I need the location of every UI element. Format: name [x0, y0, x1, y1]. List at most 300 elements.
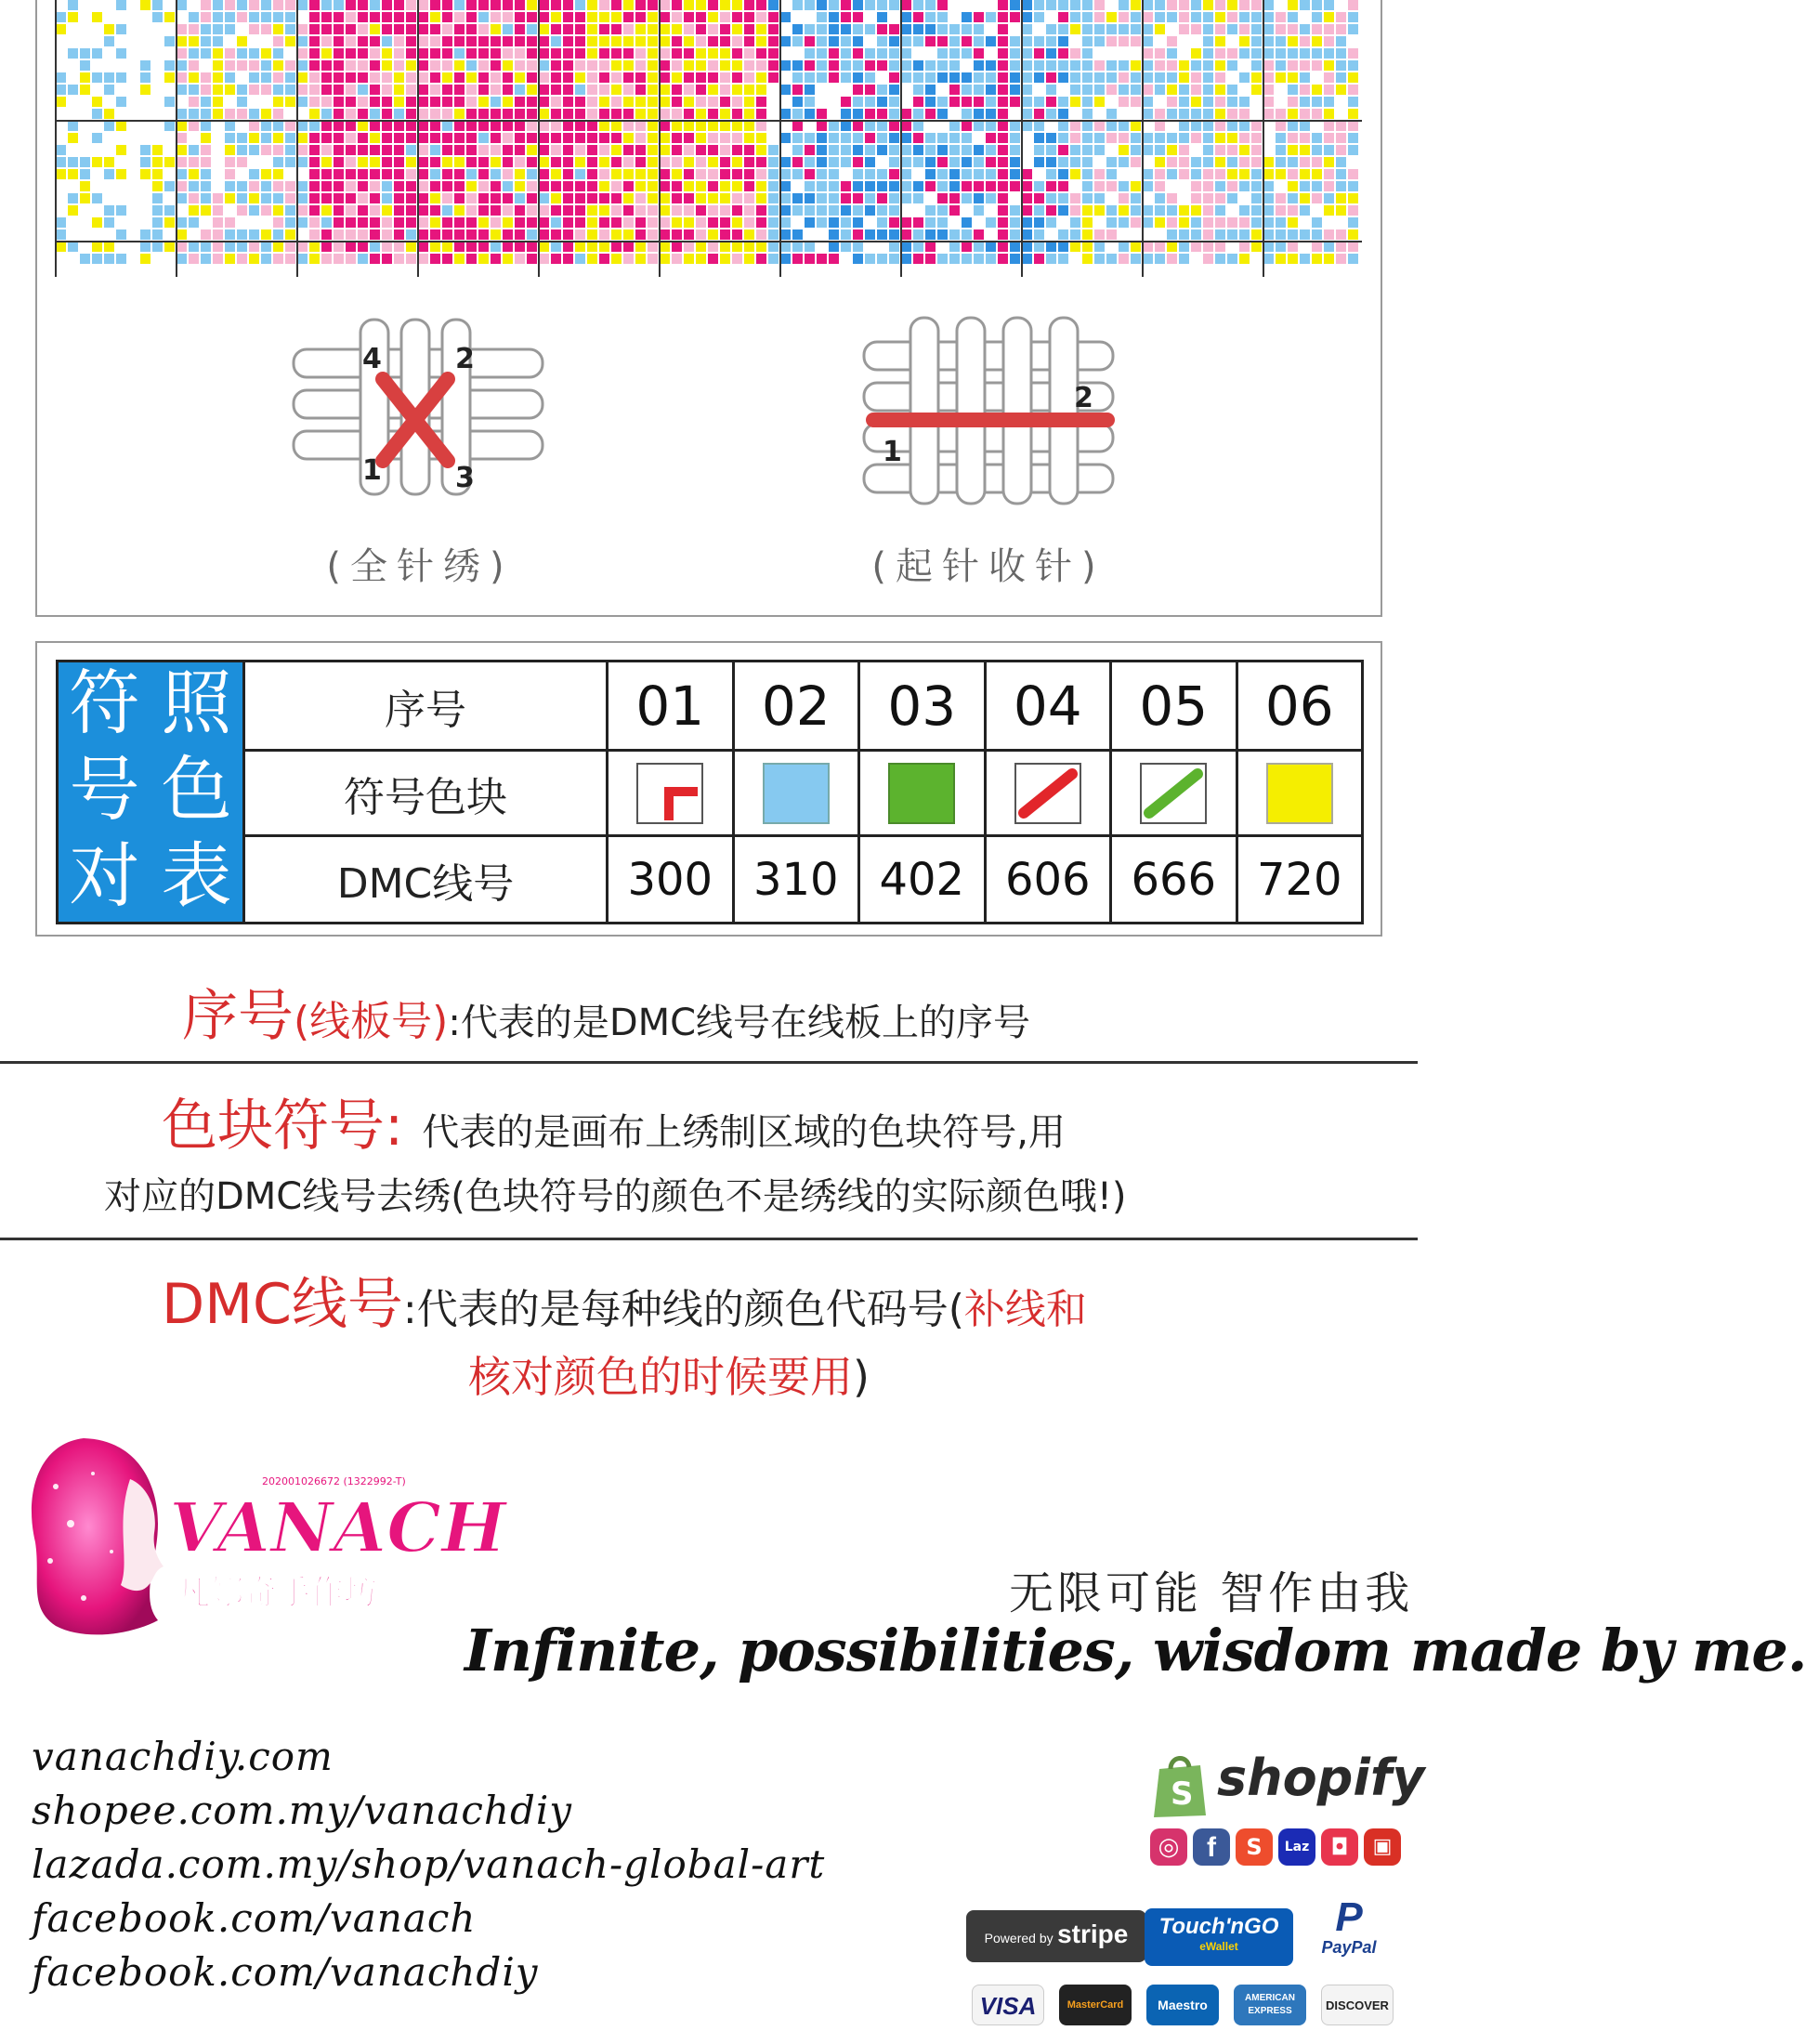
pattern-cell: [599, 60, 609, 71]
pattern-cell: [1227, 217, 1237, 228]
pattern-cell: [829, 217, 839, 228]
pattern-cell: [901, 205, 911, 216]
pattern-cell: [177, 109, 187, 119]
pattern-cell: [1251, 229, 1262, 240]
pattern-cell: [249, 254, 259, 264]
pattern-cell: [708, 169, 718, 179]
symbol-term: 色块符号:: [162, 1094, 404, 1159]
pattern-cell: [1058, 60, 1068, 71]
pattern-cell: [841, 229, 851, 240]
pattern-cell: [346, 181, 356, 191]
pattern-cell: [346, 72, 356, 83]
pattern-cell: [261, 121, 271, 131]
pattern-cell: [1263, 36, 1274, 46]
pattern-cell: [672, 97, 682, 107]
pattern-cell: [817, 60, 827, 71]
pattern-cell: [913, 48, 923, 59]
pattern-cell: [1046, 169, 1056, 179]
pattern-cell: [720, 217, 730, 228]
touchngo-badge: [1145, 1908, 1293, 1966]
pattern-cell: [1058, 169, 1068, 179]
pattern-cell: [68, 229, 78, 240]
pattern-cell: [1058, 12, 1068, 22]
pattern-cell: [213, 133, 223, 143]
pattern-cell: [382, 109, 392, 119]
pattern-cell: [334, 193, 344, 203]
link-facebook-vanach[interactable]: facebook.com/vanach: [32, 1895, 477, 1941]
pattern-cell: [1288, 60, 1298, 71]
pattern-cell: [1300, 205, 1310, 216]
paypal-icon: P: [1335, 1894, 1363, 1940]
pattern-cell: [491, 181, 501, 191]
pattern-cell: [648, 24, 658, 34]
pattern-cell: [1022, 24, 1032, 34]
pattern-cell: [1276, 0, 1286, 10]
pattern-cell: [1348, 242, 1358, 252]
pattern-cell: [321, 242, 332, 252]
pattern-cell: [817, 254, 827, 264]
pattern-cell: [877, 157, 887, 167]
pattern-cell: [708, 242, 718, 252]
pattern-cell: [1034, 145, 1044, 155]
pattern-cell: [406, 205, 416, 216]
pattern-cell: [466, 48, 477, 59]
pattern-cell: [684, 0, 694, 10]
pattern-cell: [237, 24, 247, 34]
pattern-cell: [817, 169, 827, 179]
pattern-cell: [237, 36, 247, 46]
pattern-cell: [177, 121, 187, 131]
pattern-cell: [792, 24, 803, 34]
pattern-cell: [442, 229, 452, 240]
pattern-cell: [140, 157, 150, 167]
pattern-cell: [430, 229, 440, 240]
pattern-cell: [394, 0, 404, 10]
pattern-cell: [913, 0, 923, 10]
pattern-cell: [152, 24, 163, 34]
pattern-cell: [442, 97, 452, 107]
pattern-cell: [1276, 133, 1286, 143]
pattern-cell: [454, 242, 465, 252]
pattern-cell: [1155, 85, 1165, 95]
pattern-cell: [1191, 121, 1201, 131]
pattern-cell: [297, 36, 308, 46]
pattern-cell: [1179, 109, 1189, 119]
pattern-cell: [841, 133, 851, 143]
pattern-cell: [1300, 217, 1310, 228]
facebook-icon[interactable]: f: [1193, 1828, 1230, 1866]
pattern-cell: [491, 145, 501, 155]
pattern-cell: [1324, 97, 1334, 107]
pattern-cell: [587, 121, 597, 131]
pattern-cell: [491, 169, 501, 179]
pattern-cell: [346, 36, 356, 46]
pattern-cell: [575, 169, 585, 179]
pattern-cell: [720, 72, 730, 83]
pattern-cell: [684, 229, 694, 240]
pattern-cell: [937, 229, 948, 240]
pattern-cell: [309, 85, 320, 95]
pattern-cell: [515, 217, 525, 228]
pattern-cell: [708, 254, 718, 264]
pattern-cell: [587, 0, 597, 10]
pattern-cell: [503, 109, 513, 119]
pattern-cell: [1179, 133, 1189, 143]
pattern-cell: [225, 229, 235, 240]
pattern-cell: [273, 157, 283, 167]
pattern-cell: [732, 145, 742, 155]
pattern-cell: [841, 60, 851, 71]
pattern-cell: [611, 12, 622, 22]
pattern-cell: [237, 145, 247, 155]
pattern-cell: [732, 85, 742, 95]
pattern-cell: [478, 60, 489, 71]
pattern-cell: [1191, 12, 1201, 22]
pattern-cell: [805, 60, 815, 71]
pattern-cell: [853, 181, 863, 191]
pattern-cell: [164, 205, 175, 216]
pattern-cell: [152, 133, 163, 143]
pattern-cell: [937, 12, 948, 22]
pattern-cell: [478, 85, 489, 95]
dmc-close: ): [853, 1352, 870, 1402]
pattern-cell: [1179, 193, 1189, 203]
pattern-cell: [599, 254, 609, 264]
pattern-cell: [744, 85, 754, 95]
pattern-cell: [587, 12, 597, 22]
pattern-cell: [635, 12, 646, 22]
pattern-cell: [1336, 145, 1346, 155]
pattern-cell: [430, 121, 440, 131]
pattern-cell: [68, 169, 78, 179]
pattern-cell: [1239, 181, 1250, 191]
pattern-cell: [249, 157, 259, 167]
pattern-cell: [1094, 60, 1105, 71]
pattern-cell: [539, 181, 549, 191]
pattern-cell: [853, 72, 863, 83]
instagram-icon[interactable]: ◎: [1150, 1828, 1187, 1866]
pattern-cell: [1263, 97, 1274, 107]
pattern-cell: [599, 97, 609, 107]
pattern-cell: [635, 217, 646, 228]
pattern-cell: [1276, 60, 1286, 71]
pattern-cell: [962, 85, 972, 95]
pattern-cell: [611, 36, 622, 46]
pattern-cell: [949, 181, 960, 191]
pattern-cell: [1276, 254, 1286, 264]
pattern-cell: [563, 242, 573, 252]
pattern-cell: [925, 145, 936, 155]
pattern-cell: [1119, 48, 1129, 59]
pattern-cell: [80, 12, 90, 22]
pattern-cell: [1300, 133, 1310, 143]
pattern-cell: [1034, 205, 1044, 216]
pattern-cell: [1010, 48, 1020, 59]
pattern-cell: [829, 97, 839, 107]
pattern-cell: [623, 12, 634, 22]
pattern-cell: [1239, 217, 1250, 228]
pattern-cell: [1167, 48, 1177, 59]
pattern-cell: [708, 36, 718, 46]
pattern-cell: [285, 0, 295, 10]
pattern-cell: [937, 145, 948, 155]
pattern-cell: [334, 48, 344, 59]
pattern-cell: [1348, 157, 1358, 167]
pattern-cell: [527, 12, 537, 22]
pattern-cell: [684, 193, 694, 203]
pattern-cell: [1155, 254, 1165, 264]
pattern-cell: [756, 12, 766, 22]
pattern-cell: [841, 72, 851, 83]
pattern-cell: [684, 205, 694, 216]
pattern-cell: [321, 205, 332, 216]
pattern-cell: [587, 85, 597, 95]
pattern-cell: [478, 121, 489, 131]
pattern-cell: [1143, 24, 1153, 34]
pattern-cell: [442, 72, 452, 83]
pattern-cell: [913, 205, 923, 216]
pattern-cell: [418, 85, 428, 95]
pattern-cell: [1215, 85, 1225, 95]
pattern-cell: [297, 85, 308, 95]
pattern-cell: [140, 242, 150, 252]
pattern-cell: [491, 48, 501, 59]
red-corner-symbol: [636, 763, 703, 824]
pattern-cell: [780, 205, 791, 216]
pattern-cell: [515, 12, 525, 22]
pattern-cell: [1082, 169, 1093, 179]
visa-badge: VISA: [972, 1985, 1044, 2025]
pattern-cell: [732, 193, 742, 203]
pattern-cell: [1251, 181, 1262, 191]
pattern-cell: [68, 157, 78, 167]
pattern-cell: [841, 242, 851, 252]
pattern-cell: [792, 36, 803, 46]
row-label-dmc: DMC线号: [244, 836, 608, 924]
pattern-cell: [418, 72, 428, 83]
pattern-cell: [1119, 121, 1129, 131]
pattern-cell: [744, 205, 754, 216]
shopee-icon[interactable]: S: [1236, 1828, 1273, 1866]
pattern-cell: [962, 12, 972, 22]
pattern-cell: [635, 242, 646, 252]
pattern-cell: [853, 145, 863, 155]
pattern-cell: [1251, 157, 1262, 167]
pattern-cell: [901, 109, 911, 119]
pattern-cell: [92, 254, 102, 264]
pattern-cell: [382, 145, 392, 155]
pattern-cell: [1276, 181, 1286, 191]
pattern-cell: [1276, 72, 1286, 83]
pattern-cell: [1155, 48, 1165, 59]
pattern-cell: [1215, 242, 1225, 252]
pattern-cell: [1022, 242, 1032, 252]
pattern-cell: [56, 36, 66, 46]
pattern-cell: [1143, 72, 1153, 83]
divider: [0, 1238, 1418, 1240]
pattern-cell: [817, 121, 827, 131]
pattern-cell: [177, 193, 187, 203]
pattern-cell: [575, 205, 585, 216]
link-lazada[interactable]: lazada.com.my/shop/vanach-global-art: [32, 1841, 826, 1887]
pattern-cell: [1263, 72, 1274, 83]
pattern-cell: [466, 254, 477, 264]
pattern-cell: [925, 24, 936, 34]
pattern-cell: [1203, 121, 1213, 131]
pattern-cell: [1263, 133, 1274, 143]
pattern-cell: [128, 24, 138, 34]
pattern-cell: [756, 133, 766, 143]
pattern-cell: [1119, 205, 1129, 216]
pattern-cell: [478, 157, 489, 167]
pattern-cell: [563, 0, 573, 10]
pattern-cell: [805, 181, 815, 191]
pattern-cell: [1106, 121, 1117, 131]
pattern-cell: [1263, 121, 1274, 131]
pattern-cell: [104, 133, 114, 143]
pattern-cell: [358, 145, 368, 155]
pattern-cell: [780, 0, 791, 10]
pattern-cell: [128, 0, 138, 10]
link-website[interactable]: vanachdiy.com: [32, 1734, 334, 1779]
pattern-cell: [249, 133, 259, 143]
pattern-cell: [611, 0, 622, 10]
pattern-cell: [829, 229, 839, 240]
pattern-cell: [744, 12, 754, 22]
pattern-cell: [321, 85, 332, 95]
pattern-cell: [1058, 242, 1068, 252]
pattern-cell: [1034, 181, 1044, 191]
pattern-cell: [1179, 72, 1189, 83]
stitch-number-1: 1: [362, 454, 382, 487]
link-shopee[interactable]: shopee.com.my/vanachdiy: [32, 1788, 573, 1833]
pattern-cell: [213, 0, 223, 10]
pattern-cell: [1203, 169, 1213, 179]
pattern-cell: [225, 193, 235, 203]
pattern-cell: [708, 85, 718, 95]
pattern-cell: [648, 157, 658, 167]
pattern-cell: [92, 0, 102, 10]
pattern-cell: [563, 181, 573, 191]
pattern-cell: [201, 60, 211, 71]
pattern-cell: [1022, 0, 1032, 10]
pattern-cell: [394, 193, 404, 203]
pattern-cell: [805, 133, 815, 143]
pattern-cell: [1034, 133, 1044, 143]
pattern-cell: [1058, 85, 1068, 95]
pattern-cell: [213, 181, 223, 191]
pattern-cell: [104, 48, 114, 59]
pattern-cell: [321, 229, 332, 240]
pattern-cell: [1106, 217, 1117, 228]
pattern-cell: [962, 121, 972, 131]
pattern-cell: [1263, 193, 1274, 203]
pattern-cell: [321, 217, 332, 228]
pattern-cell: [1070, 24, 1080, 34]
pattern-cell: [297, 181, 308, 191]
pattern-cell: [370, 254, 380, 264]
pattern-cell: [768, 254, 779, 264]
pattern-cell: [382, 97, 392, 107]
pattern-cell: [1155, 60, 1165, 71]
store-icon[interactable]: ▣: [1364, 1828, 1401, 1866]
pattern-cell: [635, 254, 646, 264]
pattern-cell: [1300, 36, 1310, 46]
pattern-cell: [56, 97, 66, 107]
pattern-cell: [925, 229, 936, 240]
link-facebook-vanachdiy[interactable]: facebook.com/vanachdiy: [32, 1949, 539, 1995]
pattern-cell: [297, 60, 308, 71]
pattern-cell: [285, 36, 295, 46]
pattern-cell: [370, 0, 380, 10]
pattern-cell: [1070, 217, 1080, 228]
pattern-cell: [792, 121, 803, 131]
pattern-cell: [853, 12, 863, 22]
pattern-cell: [1119, 85, 1129, 95]
pattern-cell: [1034, 121, 1044, 131]
pattern-cell: [177, 97, 187, 107]
pattern-cell: [913, 217, 923, 228]
pattern-cell: [1348, 133, 1358, 143]
pattern-cell: [1034, 60, 1044, 71]
pattern-cell: [1046, 181, 1056, 191]
pattern-cell: [575, 121, 585, 131]
pattern-cell: [321, 157, 332, 167]
pattern-cell: [442, 242, 452, 252]
pattern-cell: [56, 85, 66, 95]
pattern-cell: [1336, 181, 1346, 191]
pattern-cell: [454, 229, 465, 240]
pattern-cell: [599, 85, 609, 95]
pattern-cell: [1143, 217, 1153, 228]
pattern-cell: [1070, 97, 1080, 107]
pattern-cell: [611, 181, 622, 191]
pattern-cell: [913, 85, 923, 95]
pattern-cell: [442, 205, 452, 216]
pattern-cell: [285, 145, 295, 155]
pattern-cell: [297, 242, 308, 252]
pattern-cell: [684, 181, 694, 191]
pattern-cell: [454, 60, 465, 71]
pattern-cell: [539, 24, 549, 34]
pattern-cell: [841, 193, 851, 203]
pattern-cell: [539, 242, 549, 252]
pattern-cell: [962, 181, 972, 191]
pattern-cell: [358, 48, 368, 59]
pattern-cell: [68, 85, 78, 95]
pattern-cell: [696, 85, 706, 95]
pattern-cell: [297, 48, 308, 59]
pattern-cell: [1263, 48, 1274, 59]
pattern-cell: [539, 109, 549, 119]
pattern-cell: [817, 24, 827, 34]
pattern-cell: [1167, 193, 1177, 203]
pattern-cell: [164, 97, 175, 107]
pattern-cell: [1058, 205, 1068, 216]
pattern-cell: [1215, 97, 1225, 107]
pattern-cell: [1336, 242, 1346, 252]
lazada-icon[interactable]: Laz: [1278, 1828, 1315, 1866]
shop-camera-icon[interactable]: ◘: [1321, 1828, 1358, 1866]
pattern-cell: [334, 229, 344, 240]
pattern-cell: [949, 72, 960, 83]
pattern-cell: [261, 133, 271, 143]
pattern-cell: [1010, 85, 1020, 95]
pattern-cell: [527, 169, 537, 179]
pattern-cell: [829, 36, 839, 46]
pattern-cell: [273, 229, 283, 240]
pattern-cell: [261, 0, 271, 10]
